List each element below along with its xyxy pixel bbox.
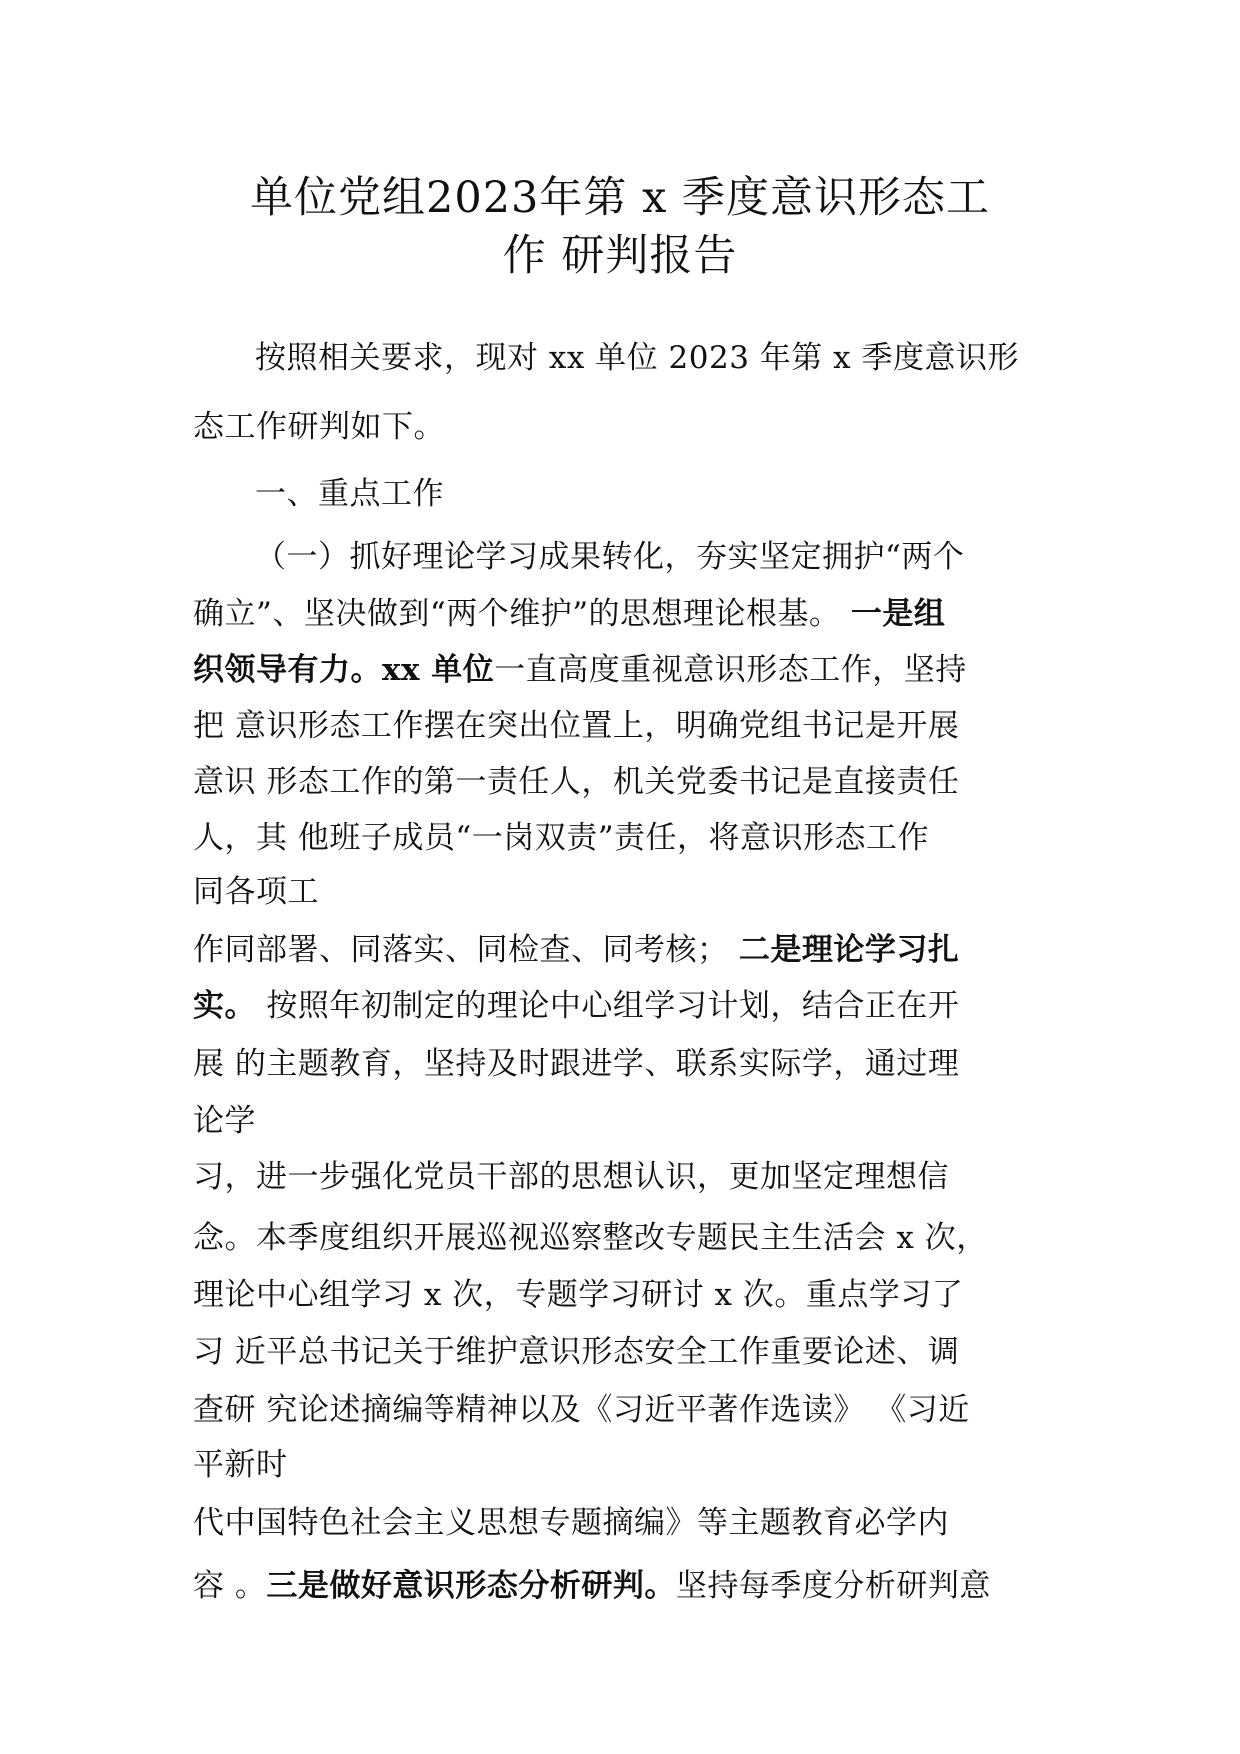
text-run: 查研 究论述摘编等精神以及《习近平著作选读》 《习近 bbox=[193, 1392, 970, 1428]
body-line bbox=[193, 1566, 991, 1606]
body-line bbox=[193, 818, 929, 858]
body-line bbox=[193, 706, 959, 746]
body-line bbox=[193, 930, 959, 970]
text-run: 代中国特色社会主义思想专题摘编》等主题教育必学内 bbox=[193, 1505, 949, 1541]
body-line bbox=[255, 474, 444, 514]
body-line bbox=[255, 338, 1019, 378]
document-title-line-1: 单位党组2023年第 x 季度意识形态工 bbox=[249, 173, 991, 223]
text-run: 同各项工 bbox=[193, 874, 319, 910]
text-run: 坚持每季度分析研判意 bbox=[675, 1568, 991, 1604]
text-run: 一、重点工作 bbox=[255, 476, 444, 512]
text-run: （一）抓好理论学习成果转化，夯实坚定拥护“两个 bbox=[255, 539, 965, 575]
text-run: 按照年初制定的理论中心组学习计划，结合正在开 bbox=[256, 988, 960, 1024]
bold-text-run: 实。 bbox=[193, 988, 256, 1024]
text-run: 论学 bbox=[193, 1103, 256, 1139]
text-run: 习，进一步强化党员干部的思想认识，更加坚定理想信 bbox=[193, 1159, 949, 1195]
bold-text-run: 二是理论学习扎 bbox=[738, 932, 960, 968]
body-line bbox=[193, 872, 319, 912]
body-line bbox=[193, 594, 945, 634]
body-line bbox=[193, 1044, 959, 1084]
document-title-line-2: 作 研判报告 bbox=[502, 231, 738, 281]
body-line bbox=[193, 762, 959, 802]
body-line bbox=[193, 1445, 288, 1485]
body-line bbox=[193, 650, 967, 690]
text-run: 意识 形态工作的第一责任人，机关党委书记是直接责任 bbox=[193, 764, 960, 800]
body-line bbox=[193, 1332, 959, 1372]
text-run: 按照相关要求，现对 xx 单位 2023 年第 x 季度意识形 bbox=[255, 340, 1019, 376]
text-run: 态工作研判如下。 bbox=[193, 409, 445, 445]
text-run: 人，其 他班子成员“一岗双责”责任，将意识形态工作 bbox=[193, 820, 930, 856]
text-run: 确立”、坚决做到“两个维护”的思想理论根基。 bbox=[193, 596, 851, 632]
body-line bbox=[193, 1218, 988, 1258]
text-run: 习 近平总书记关于维护意识形态安全工作重要论述、调 bbox=[193, 1334, 960, 1370]
bold-text-run: 一是组 bbox=[850, 596, 946, 632]
text-run: 容 。 bbox=[193, 1568, 267, 1604]
text-run: 把 意识形态工作摆在突出位置上，明确党组书记是开展 bbox=[193, 708, 960, 744]
text-run: 一直高度重视意识形态工作，坚持 bbox=[494, 652, 967, 688]
body-line bbox=[193, 407, 445, 447]
body-line bbox=[193, 1101, 256, 1141]
bold-text-run: 三是做好意识形态分析研判。 bbox=[266, 1568, 676, 1604]
text-run: 作同部署、同落实、同检查、同考核； bbox=[193, 932, 739, 968]
body-line bbox=[193, 1390, 970, 1430]
body-line bbox=[193, 1503, 949, 1543]
body-line bbox=[193, 1157, 949, 1197]
bold-text-run: 织领导有力。xx 单位 bbox=[193, 652, 495, 688]
text-run: 展 的主题教育，坚持及时跟进学、联系实际学，通过理 bbox=[193, 1046, 960, 1082]
text-run: 理论中心组学习 x 次，专题学习研讨 x 次。重点学习了 bbox=[193, 1277, 964, 1313]
body-line bbox=[255, 537, 964, 577]
body-line bbox=[193, 986, 959, 1026]
text-run: 平新时 bbox=[193, 1447, 288, 1483]
text-run: 念。本季度组织开展巡视巡察整改专题民主生活会 x 次， bbox=[193, 1220, 988, 1256]
body-line bbox=[193, 1275, 963, 1315]
